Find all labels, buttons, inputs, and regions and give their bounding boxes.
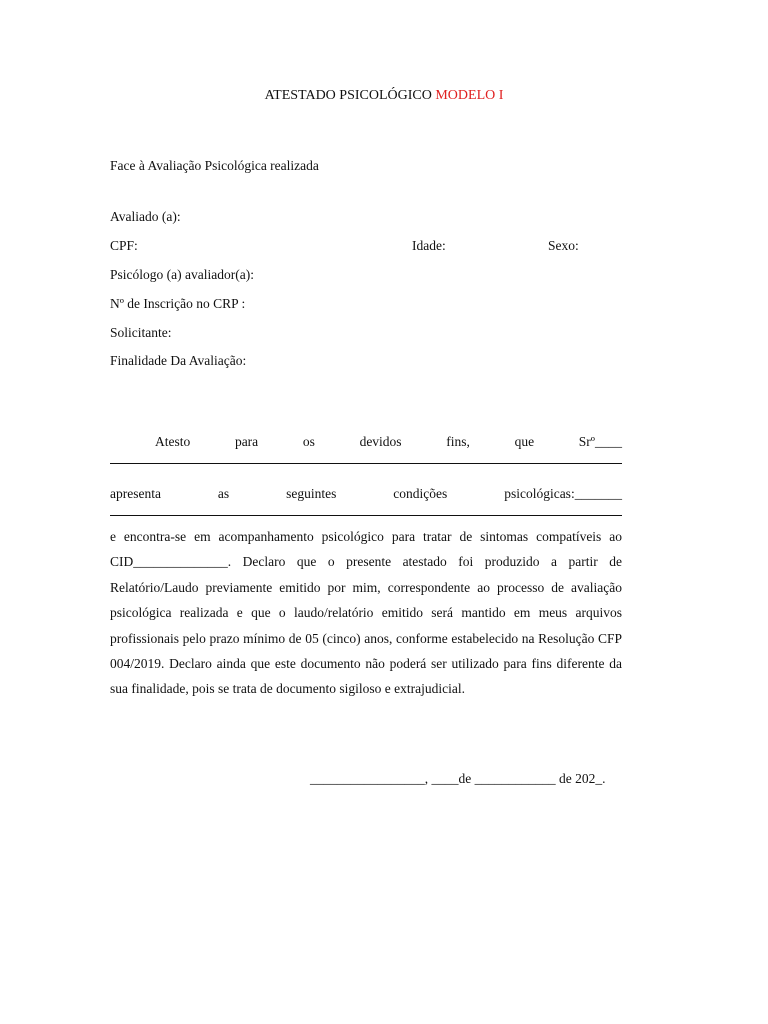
- field-avaliado: Avaliado (a):: [110, 209, 181, 224]
- apresenta-word: as: [217, 486, 230, 501]
- apresenta-word: psicológicas:_______: [504, 486, 622, 501]
- body-paragraph: e encontra-se em acompanhamento psicológico para tratar de sintomas compatíveis ao CID______________. Declaro que o presente atestado foi produzido a partir de Relatório/Laudo previamente emitido por mim, correspondente ao processo de avaliação psicológica realizada e que o laudo/relatório emitido será mantido em meus arquivos profissionais pelo prazo mínimo de 05 (cinco) anos, conforme estabelecido na Resolução CFP 004/2019. Declaro ainda que este documento não poderá ser utilizado para fins diferente da sua finalidade, pois se trata de documento sigiloso e extrajudicial.: [110, 529, 622, 697]
- atesto-word: para: [234, 434, 259, 449]
- apresenta-word: seguintes: [286, 486, 337, 501]
- field-crp: Nº de Inscrição no CRP :: [110, 296, 246, 311]
- apresenta-word: condições: [393, 486, 448, 501]
- blank-rule: [110, 463, 622, 464]
- field-cpf: CPF:: [110, 238, 138, 253]
- field-psicologo: Psicólogo (a) avaliador(a):: [110, 267, 254, 282]
- intro-text: Face à Avaliação Psicológica realizada: [110, 158, 319, 173]
- atesto-word: fins,: [446, 434, 470, 449]
- date-line: _________________, ____de ____________ de 202_.: [310, 771, 606, 786]
- atesto-line: [110, 434, 622, 450]
- atesto-word: os: [302, 434, 315, 449]
- field-solicitante: Solicitante:: [110, 325, 172, 340]
- document-title: [0, 88, 768, 104]
- atesto-word: devidos: [359, 434, 402, 449]
- apresenta-word: apresenta: [110, 486, 161, 501]
- field-finalidade: Finalidade Da Avaliação:: [110, 353, 247, 368]
- atesto-word: Srº____: [578, 434, 622, 449]
- atesto-word: Atesto: [155, 434, 191, 449]
- title-accent: MODELO I: [435, 88, 504, 103]
- apresenta-line: [110, 486, 622, 502]
- blank-rule: [110, 515, 622, 516]
- atesto-word: que: [514, 434, 535, 449]
- field-idade: Idade:: [412, 238, 446, 253]
- title-main: ATESTADO PSICOLÓGICO: [264, 88, 436, 103]
- field-sexo: Sexo:: [548, 238, 579, 253]
